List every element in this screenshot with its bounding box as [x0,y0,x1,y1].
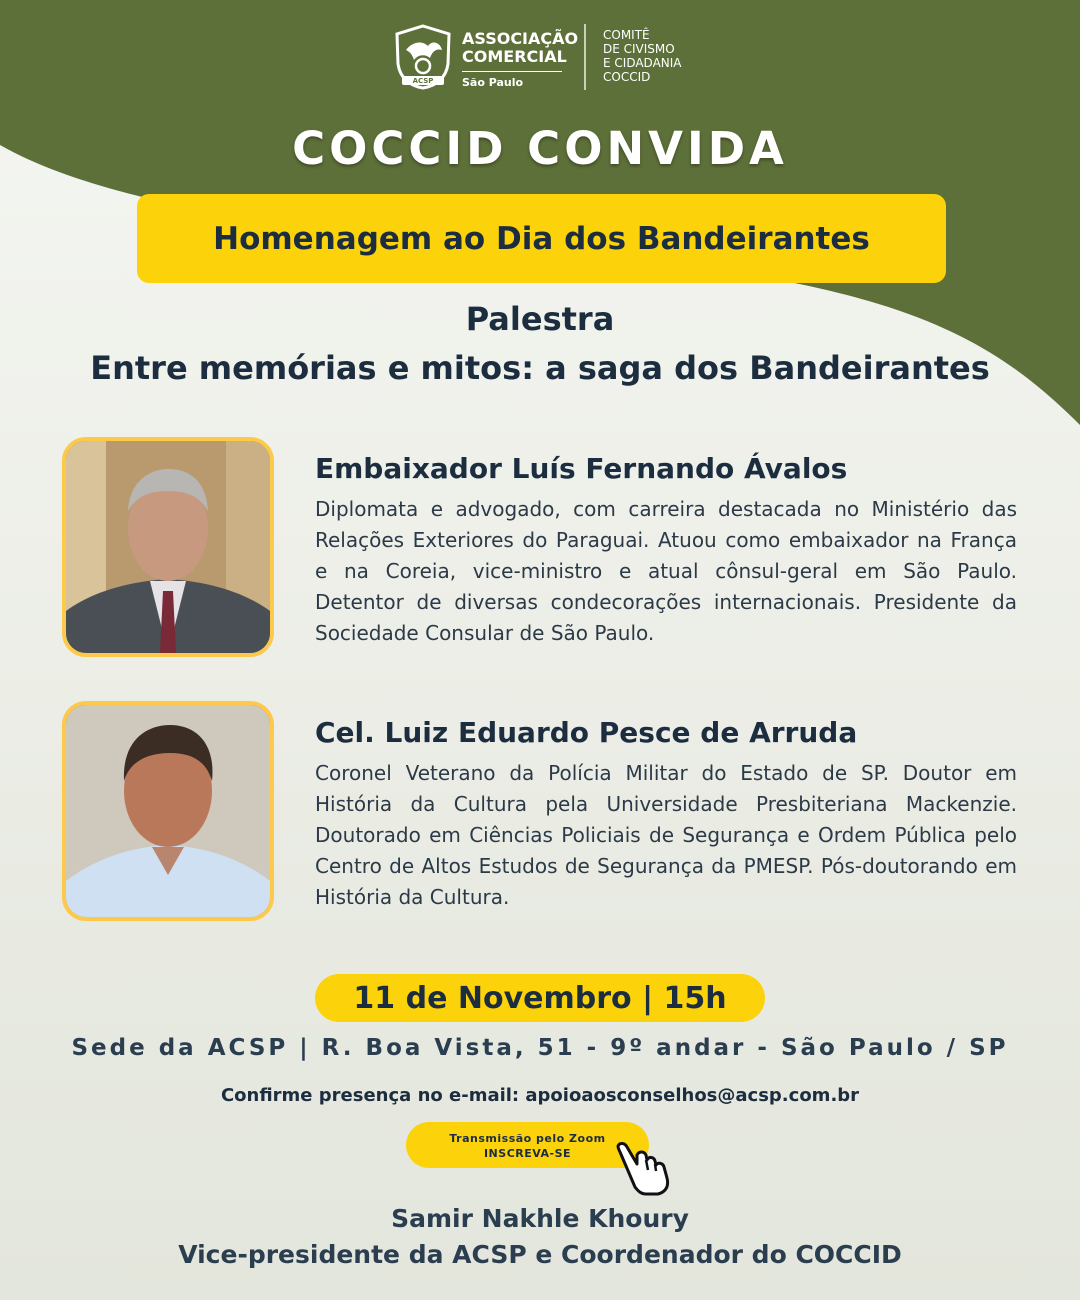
zoom-button-line1: Transmissão pelo Zoom [449,1132,606,1145]
pointing-hand-icon [614,1140,676,1196]
speaker-photo-1 [62,437,274,657]
seal-label: ACSP [412,77,434,85]
logo-name-line2: COMERCIAL [462,47,567,66]
speaker-bio-2: Coronel Veterano da Polícia Militar do Estado de SP. Doutor em História da Cultura pela Universidade Presbiteriana Mackenzie. Doutorado em Ciências Policiais de Segurança e Ordem Pública pelo Centro de Altos Estudos de Segurança da PMESP. Pós-doutorando em História da Cultura. [315,761,1017,909]
logo-name-line1: ASSOCIAÇÃO [462,29,579,48]
committee-line: COMITÊ [603,28,650,42]
event-datetime: 11 de Novembro | 15h [315,974,765,1022]
committee-label [603,28,682,84]
speaker-portrait-2 [66,705,270,917]
speaker-portrait-1 [66,441,270,653]
logo-divider [584,24,586,90]
acsp-seal-icon [392,24,454,90]
coordinator-name: Samir Nakhle Khoury [391,1204,689,1233]
logo-name [462,30,578,66]
speaker-bio-1: Diplomata e advogado, com carreira destacada no Ministério das Relações Exteriores do Paraguai. Atuou como embaixador na França e na Coreia, vice-ministro e atual cônsul-geral em São Paulo. Detentor de diversas condecorações internacionais. Presidente da Sociedade Consular de São Paulo. [315,497,1017,645]
rsvp-email[interactable]: Confirme presença no e-mail: apoioaosconselhos@acsp.com.br [220,1085,860,1106]
zoom-button-line2: INSCREVA-SE [483,1147,572,1160]
event-banner: Homenagem ao Dia dos Bandeirantes [137,194,946,283]
talk-title: Entre memórias e mitos: a saga dos Bandeirantes [90,349,990,387]
talk-kind: Palestra [465,300,615,338]
committee-line: DE CIVISMO [603,42,675,56]
coordinator-role: Vice-presidente da ACSP e Coordenador do COCCID [178,1240,902,1269]
speaker-name-1: Embaixador Luís Fernando Ávalos [315,452,848,485]
speaker-photo-2 [62,701,274,921]
event-venue: Sede da ACSP | R. Boa Vista, 51 - 9º andar - São Paulo / SP [71,1035,1009,1061]
logo-city: São Paulo [462,76,524,89]
page-title: COCCID CONVIDA [292,122,788,175]
logo-underline [462,71,562,72]
zoom-register-button[interactable] [406,1122,649,1168]
speaker-name-2: Cel. Luiz Eduardo Pesce de Arruda [315,716,858,749]
committee-line: COCCID [603,70,651,84]
committee-line: E CIDADANIA [603,56,682,70]
